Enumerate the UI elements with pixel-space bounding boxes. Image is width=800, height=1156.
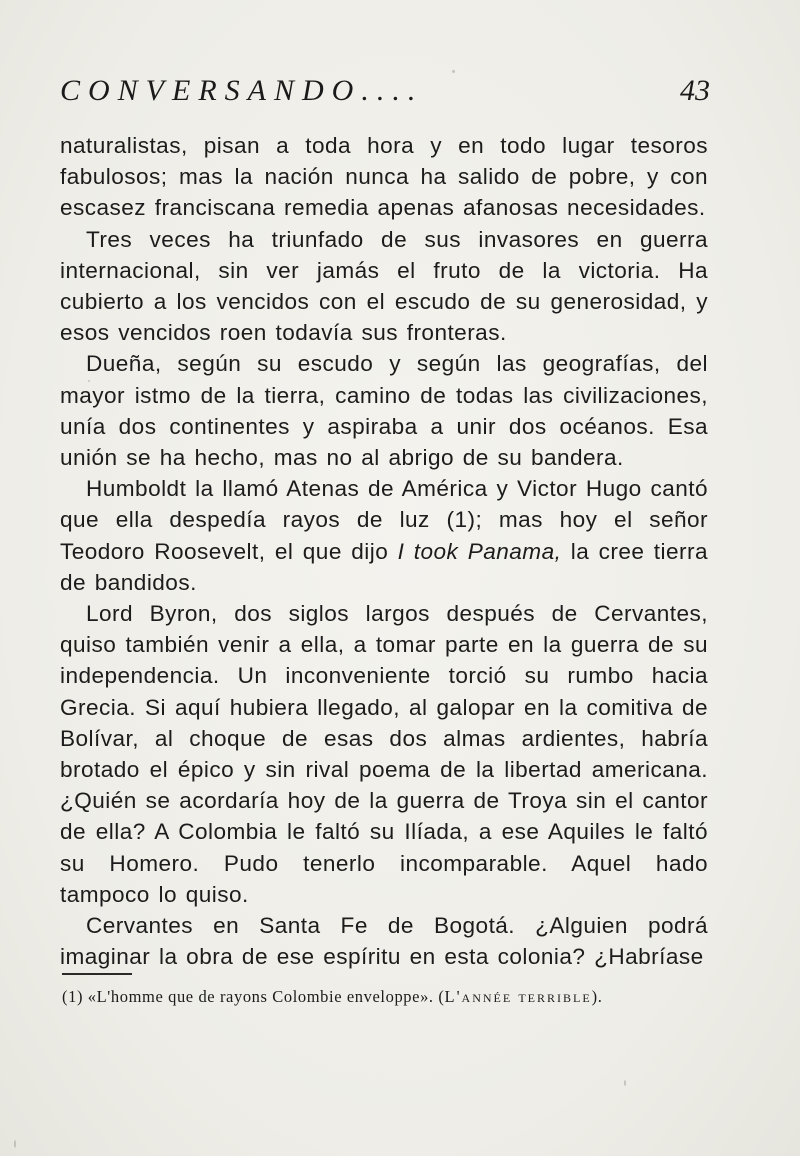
page-header bbox=[60, 74, 710, 114]
paragraph-4-italic-quote: I took Panama, bbox=[397, 538, 562, 564]
paper-speck bbox=[88, 380, 90, 382]
footnote-source: L'année terrible bbox=[444, 987, 592, 1006]
paper-speck bbox=[452, 70, 455, 73]
footnote bbox=[62, 986, 708, 1008]
paragraph-6: Cervantes en Santa Fe de Bogotá. ¿Alguien podrá imaginar la obra de ese espíritu en esta colonia? ¿Habríase bbox=[60, 913, 708, 970]
paragraph-4-text-after: la cree tierra de bandidos. bbox=[60, 538, 708, 595]
paragraph-4-text-before: Humboldt la llamó Atenas de América y Victor Hugo cantó que ella despedía rayos de luz (1); mas hoy el señor Teodoro Roosevelt, el que dijo bbox=[60, 476, 708, 564]
body-text bbox=[60, 130, 708, 972]
footnote-quote: «L'homme que de rayons Colombie enveloppe». bbox=[87, 987, 434, 1006]
paper-speck bbox=[624, 1080, 626, 1086]
paragraph-3: Dueña, según su escudo y según las geografías, del mayor istmo de la tierra, camino de todas las civilizaciones, unía dos continentes y aspiraba a unir dos océanos. Esa unión se ha hecho, mas no al abrigo de su bandera. bbox=[60, 351, 708, 471]
footnote-source-close: ). bbox=[591, 987, 603, 1006]
footnote-divider bbox=[62, 973, 132, 975]
page-number: 43 bbox=[680, 74, 710, 107]
paper-speck bbox=[14, 1140, 16, 1148]
paragraph-4 bbox=[60, 473, 708, 598]
footnote-marker: (1) bbox=[62, 987, 84, 1006]
paragraph-1: naturalistas, pisan a toda hora y en todo lugar tesoros fabulosos; mas la nación nunca ha salido de pobre, y con escasez franciscana remedia apenas afanosas necesidades. bbox=[60, 133, 708, 221]
paragraph-2: Tres veces ha triunfado de sus invasores en guerra internacional, sin ver jamás el fruto de la victoria. Ha cubierto a los vencidos con el escudo de su generosidad, y esos vencidos roen todavía sus fronteras. bbox=[60, 226, 708, 346]
paragraph-5: Lord Byron, dos siglos largos después de Cervantes, quiso también venir a ella, a tomar parte en la guerra de su independencia. Un inconveniente torció su rumbo hacia Grecia. Si aquí hubiera llegado, al galopar en la comitiva de Bolívar, al choque de esas dos almas ardientes, habría brotado el épico y sin rival poema de la libertad americana. ¿Quién se acordaría hoy de la guerra de Troya sin el cantor de ella? A Colombia le faltó su Ilíada, a ese Aquiles le faltó su Homero. Pudo tenerlo incomparable. Aquel hado tampoco lo quiso. bbox=[60, 601, 708, 907]
footnote-source-open: ( bbox=[438, 987, 445, 1006]
running-title: CONVERSANDO.... bbox=[60, 74, 424, 107]
